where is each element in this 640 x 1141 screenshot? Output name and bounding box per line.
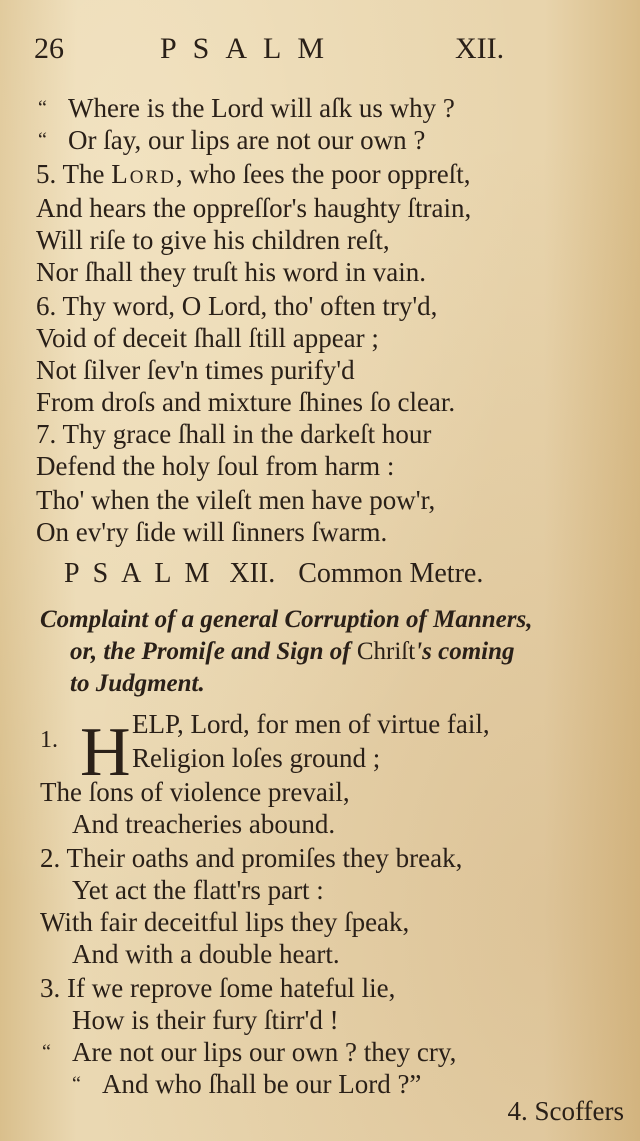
page-number: 26 [34,32,64,65]
verse-line: And with a double heart. [72,939,340,969]
verse-line: “ And who ſhall be our Lord ?” [72,1069,422,1099]
section-number: XII. [229,558,276,589]
header-psalm-number: XII. [455,32,505,65]
verse-number: 1. [40,727,58,753]
verse-line: 6. Thy word, O Lord, tho' often try'd, [36,291,438,321]
running-header [0,32,640,72]
verse-line: “ Where is the Lord will aſk us why ? [38,93,455,123]
verse-line: 7. Thy grace ſhall in the darkeſt hour [36,419,432,449]
verse-line: With fair deceitful lips they ſpeak, [40,907,410,937]
verse-line: Yet act the flatt'rs part : [72,875,324,905]
verse-line: ELP, Lord, for men of virtue fail, [132,709,490,739]
argument-line: Complaint of a general Corruption of Manners, [40,606,533,633]
verse-line: And treacheries abound. [72,809,336,839]
verse-line: Not ſilver ſev'n times purify'd [36,355,355,385]
verse-line: Religion loſes ground ; [132,743,381,773]
argument-line: to Judgment. [70,670,205,697]
argument-line: or, the Promiſe and Sign of Chriſt's coming [70,638,515,665]
catchword: 4. Scoffers [507,1096,624,1126]
verse-line: Defend the holy ſoul from harm : [36,451,395,481]
header-title: PSALM [160,32,341,65]
verse-line: Void of deceit ſhall ſtill appear ; [36,323,379,353]
verse-line: Nor ſhall they truſt his word in vain. [36,257,426,287]
verse-line: Will riſe to give his children reſt, [36,225,390,255]
verse-line: “ Are not our lips our own ? they cry, [42,1037,457,1067]
verse-line: Tho' when the vileſt men have pow'r, [36,485,436,515]
verse-line: “ Or ſay, our lips are not our own ? [38,125,426,155]
drop-cap: H [80,714,131,791]
section-psalm: PSALM [64,558,223,589]
verse-line: On ev'ry ſide will ſinners ſwarm. [36,517,388,547]
verse-line: How is their fury ſtirr'd ! [72,1005,339,1035]
section-metre: Common Metre. [298,558,484,589]
section-heading [64,558,483,590]
verse-line: 3. If we reprove ſome hateful lie, [40,973,396,1003]
verse-line: And hears the oppreſſor's haughty ſtrain, [36,193,472,223]
verse-line: From droſs and mixture ſhines ſo clear. [36,387,456,417]
verse-line: 2. Their oaths and promiſes they break, [40,843,463,873]
verse-line: 5. The Lord, who ſees the poor oppreſt, [36,159,471,189]
verse-line: The ſons of violence prevail, [40,777,350,807]
